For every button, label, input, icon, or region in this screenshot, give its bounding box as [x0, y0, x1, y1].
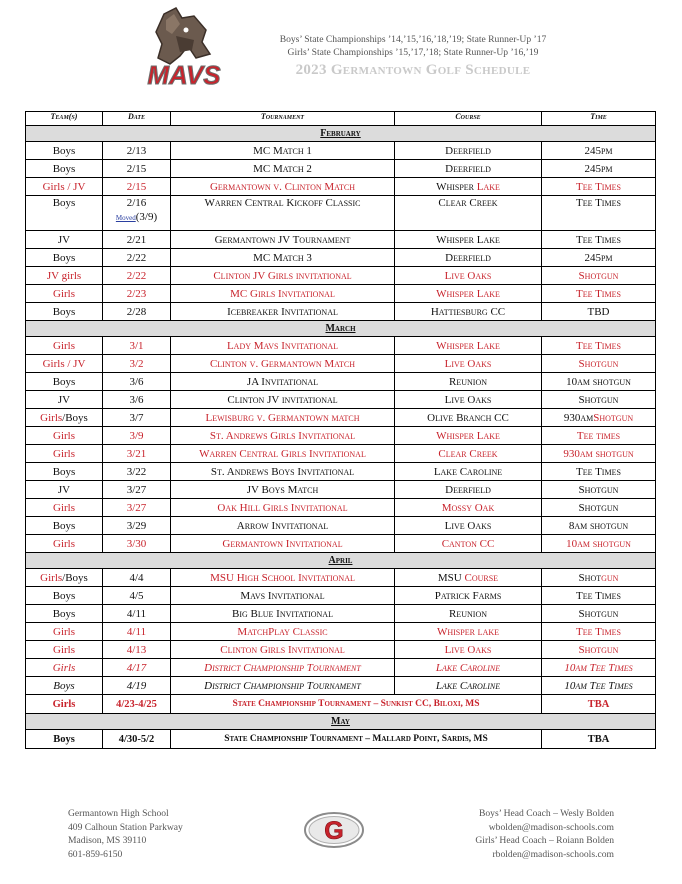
col-header-team: Team(s) [26, 112, 103, 126]
time-cell: Shotgun [542, 481, 656, 499]
time-cell [542, 569, 656, 587]
date-cell: 4/23-4/25 [103, 695, 171, 714]
date-cell: 2/22 [103, 249, 171, 267]
month-row-may [26, 714, 656, 730]
time-cell: 930am shotgun [542, 445, 656, 463]
team-cell: Girls [26, 623, 103, 641]
date-cell [103, 196, 171, 231]
course-cell: Live Oaks [395, 641, 542, 659]
table-row [26, 605, 656, 623]
tournament-cell: JV Boys Match [171, 481, 395, 499]
time-cell: 245pm [542, 160, 656, 178]
team-part: /Boys [62, 411, 88, 424]
date-cell: 3/27 [103, 499, 171, 517]
course-part: Course [464, 571, 499, 584]
team-cell: Girls [26, 427, 103, 445]
team-cell: Boys [26, 303, 103, 321]
date-cell: 2/28 [103, 303, 171, 321]
time-cell: TBA [542, 695, 656, 714]
course-cell: Deerfield [395, 160, 542, 178]
mavs-logo [136, 6, 232, 90]
month-label: February [26, 126, 656, 142]
col-header-date: Date [103, 112, 171, 126]
team-cell: JV [26, 391, 103, 409]
girls-championships: Girls’ State Championships ’15,’17,’18; State Runner-Up ’16,’19 [287, 47, 539, 58]
tournament-cell: MSU High School Invitational [171, 569, 395, 587]
time-cell: 10am shotgun [542, 373, 656, 391]
team-cell: Boys [26, 142, 103, 160]
time-cell: Tee Times [542, 196, 656, 231]
school-name: Germantown High School [68, 808, 169, 819]
tournament-cell: District Championship Tournament [171, 659, 395, 677]
tournament-cell: MC Girls Invitational [171, 285, 395, 303]
date-cell: 3/29 [103, 517, 171, 535]
month-label: May [26, 714, 656, 730]
city-state-zip: Madison, MS 39110 [68, 835, 147, 846]
date-cell: 2/15 [103, 178, 171, 196]
team-cell: Boys [26, 373, 103, 391]
tournament-cell: Icebreaker Invitational [171, 303, 395, 321]
time-cell: 245pm [542, 249, 656, 267]
date-cell: 3/22 [103, 463, 171, 481]
girls-coach-email[interactable]: rbolden@madison-schools.com [492, 848, 614, 860]
tournament-cell: MatchPlay Classic [171, 623, 395, 641]
date-cell: 3/21 [103, 445, 171, 463]
table-row [26, 427, 656, 445]
boys-coach: Boys’ Head Coach – Wesly Bolden [478, 808, 614, 819]
course-cell: Live Oaks [395, 355, 542, 373]
month-row-march [26, 321, 656, 337]
table-row [26, 623, 656, 641]
time-part: Shot [578, 571, 602, 584]
team-cell: Girls / JV [26, 355, 103, 373]
time-cell [542, 409, 656, 427]
team-cell [26, 569, 103, 587]
date-cell: 4/19 [103, 677, 171, 695]
table-row [26, 178, 656, 196]
tournament-cell: District Championship Tournament [171, 677, 395, 695]
course-part: Lake [474, 180, 500, 193]
course-cell: Live Oaks [395, 391, 542, 409]
team-cell: Girls [26, 285, 103, 303]
date-cell: 4/11 [103, 623, 171, 641]
date-cell: 3/2 [103, 355, 171, 373]
tournament-cell: Big Blue Invitational [171, 605, 395, 623]
course-cell: Live Oaks [395, 517, 542, 535]
course-cell: Deerfield [395, 481, 542, 499]
course-cell: Whisper Lake [395, 337, 542, 355]
time-cell: Shotgun [542, 391, 656, 409]
header-row [26, 112, 656, 126]
time-cell: Shotgun [542, 267, 656, 285]
date-value: 2/16 [126, 197, 147, 209]
tournament-cell: Lewisburg v. Germantown match [171, 409, 395, 427]
date-cell: 2/21 [103, 231, 171, 249]
team-cell: Girls / JV [26, 178, 103, 196]
col-header-tournament: Tournament [171, 112, 395, 126]
team-cell: JV girls [26, 267, 103, 285]
month-label: April [26, 553, 656, 569]
date-cell: 3/7 [103, 409, 171, 427]
moved-date: (3/9) [135, 211, 158, 223]
table-row [26, 587, 656, 605]
time-cell: Shotgun [542, 499, 656, 517]
date-cell: 4/5 [103, 587, 171, 605]
g-logo-letter: G [324, 817, 344, 845]
time-cell: Tee Times [542, 463, 656, 481]
date-cell: 4/4 [103, 569, 171, 587]
course-cell: Live Oaks [395, 267, 542, 285]
time-cell: Tee Times [542, 231, 656, 249]
month-label: March [26, 321, 656, 337]
course-cell: Whisper lake [395, 623, 542, 641]
team-cell: Boys [26, 160, 103, 178]
tournament-cell: Germantown v. Clinton Match [171, 178, 395, 196]
tournament-cell: MC Match 1 [171, 142, 395, 160]
g-logo [303, 811, 365, 849]
table-row [26, 391, 656, 409]
team-cell: JV [26, 481, 103, 499]
course-cell: Deerfield [395, 142, 542, 160]
course-cell: Whisper Lake [395, 285, 542, 303]
team-cell: Boys [26, 677, 103, 695]
course-cell: Whisper Lake [395, 427, 542, 445]
team-cell: Girls [26, 659, 103, 677]
course-cell [395, 569, 542, 587]
table-row [26, 677, 656, 695]
team-cell: Boys [26, 730, 103, 749]
date-cell: 4/17 [103, 659, 171, 677]
course-part: MSU [437, 571, 465, 584]
team-cell [26, 409, 103, 427]
table-row [26, 142, 656, 160]
coach-contacts [475, 807, 614, 861]
team-cell: Girls [26, 641, 103, 659]
date-cell: 3/27 [103, 481, 171, 499]
date-cell: 3/9 [103, 427, 171, 445]
course-cell: Mossy Oak [395, 499, 542, 517]
table-row [26, 445, 656, 463]
boys-coach-email[interactable]: wbolden@madison-schools.com [488, 821, 614, 833]
date-cell: 3/1 [103, 337, 171, 355]
date-cell: 2/23 [103, 285, 171, 303]
course-cell: Clear Creek [395, 196, 542, 231]
table-row [26, 196, 656, 231]
team-cell: Boys [26, 463, 103, 481]
month-row-february [26, 126, 656, 142]
moved-note: Moved [115, 214, 136, 222]
tournament-cell: JA Invitational [171, 373, 395, 391]
date-cell: 3/30 [103, 535, 171, 553]
street-address: 409 Calhoun Station Parkway [68, 821, 183, 833]
table-row [26, 303, 656, 321]
team-cell: Boys [26, 517, 103, 535]
phone-number: 601-859-6150 [68, 848, 123, 860]
course-part: Whisper [436, 180, 475, 193]
time-cell: TBA [542, 730, 656, 749]
page-title: 2023 Germantown Golf Schedule [295, 62, 531, 78]
course-cell [395, 178, 542, 196]
table-row [26, 231, 656, 249]
tournament-cell: Germantown JV Tournament [171, 231, 395, 249]
team-part: Girls [40, 411, 63, 424]
tournament-cell: State Championship Tournament – Sunkist CC, Biloxi, MS [171, 695, 542, 714]
team-cell: Boys [26, 196, 103, 231]
table-row [26, 517, 656, 535]
course-cell: Deerfield [395, 249, 542, 267]
tournament-cell: St. Andrews Girls Invitational [171, 427, 395, 445]
time-cell: Tee Times [542, 285, 656, 303]
time-cell: 10am Tee Times [542, 677, 656, 695]
team-cell: Boys [26, 605, 103, 623]
tournament-cell: Warren Central Girls Invitational [171, 445, 395, 463]
time-cell: Shotgun [542, 355, 656, 373]
tournament-cell: Mavs Invitational [171, 587, 395, 605]
time-cell: Shotgun [542, 605, 656, 623]
table-row [26, 569, 656, 587]
time-cell: 10am Tee Times [542, 659, 656, 677]
table-row [26, 481, 656, 499]
school-address [68, 807, 183, 861]
date-cell: 3/6 [103, 391, 171, 409]
time-part: Shotgun [593, 411, 634, 424]
date-cell: 2/22 [103, 267, 171, 285]
tournament-cell: Clinton JV invitational [171, 391, 395, 409]
team-cell: Girls [26, 445, 103, 463]
time-part: gun [601, 571, 619, 584]
team-cell: JV [26, 231, 103, 249]
date-cell: 2/15 [103, 160, 171, 178]
tournament-cell: MC Match 3 [171, 249, 395, 267]
tournament-cell: Oak Hill Girls Invitational [171, 499, 395, 517]
table-row [26, 463, 656, 481]
tournament-cell: Warren Central Kickoff Classic [171, 196, 395, 231]
course-cell: Lake Caroline [395, 659, 542, 677]
course-cell: Canton CC [395, 535, 542, 553]
date-cell: 3/6 [103, 373, 171, 391]
time-cell: TBD [542, 303, 656, 321]
tournament-cell: Clinton Girls Invitational [171, 641, 395, 659]
team-part: Girls [40, 571, 63, 584]
table-row [26, 160, 656, 178]
table-row [26, 641, 656, 659]
tournament-cell: Clinton JV Girls invitational [171, 267, 395, 285]
course-cell: Lake Caroline [395, 677, 542, 695]
tournament-cell: Germantown Invitational [171, 535, 395, 553]
table-row [26, 499, 656, 517]
time-cell: Tee Times [542, 587, 656, 605]
table-row [26, 249, 656, 267]
date-cell: 4/30-5/2 [103, 730, 171, 749]
course-cell: Lake Caroline [395, 463, 542, 481]
table-row [26, 730, 656, 749]
tournament-cell: State Championship Tournament – Mallard Point, Sardis, MS [171, 730, 542, 749]
time-cell: 10am shotgun [542, 535, 656, 553]
team-cell: Girls [26, 535, 103, 553]
table-row [26, 409, 656, 427]
table-row [26, 695, 656, 714]
col-header-time: Time [542, 112, 656, 126]
team-cell: Boys [26, 587, 103, 605]
col-header-course: Course [395, 112, 542, 126]
date-cell: 4/11 [103, 605, 171, 623]
date-cell: 4/13 [103, 641, 171, 659]
team-cell: Girls [26, 499, 103, 517]
tournament-cell: Clinton v. Germantown Match [171, 355, 395, 373]
time-cell: Tee Times [542, 178, 656, 196]
time-cell: Shotgun [542, 641, 656, 659]
team-cell: Girls [26, 337, 103, 355]
table-row [26, 285, 656, 303]
table-row [26, 355, 656, 373]
time-cell: 8am shotgun [542, 517, 656, 535]
table-row [26, 659, 656, 677]
tournament-cell: Arrow Invitational [171, 517, 395, 535]
course-cell: Reunion [395, 373, 542, 391]
table-row [26, 373, 656, 391]
tournament-cell: Lady Mavs Invitational [171, 337, 395, 355]
course-cell: Hattiesburg CC [395, 303, 542, 321]
tournament-cell: St. Andrews Boys Invitational [171, 463, 395, 481]
tournament-cell: MC Match 2 [171, 160, 395, 178]
time-cell: 245pm [542, 142, 656, 160]
team-cell: Boys [26, 249, 103, 267]
course-cell: Clear Creek [395, 445, 542, 463]
time-part: 930am [563, 411, 594, 424]
course-cell: Whisper Lake [395, 231, 542, 249]
time-cell: Tee times [542, 427, 656, 445]
team-part: /Boys [62, 571, 88, 584]
table-row [26, 535, 656, 553]
table-row [26, 337, 656, 355]
logo-text: MAVS [147, 60, 221, 90]
time-cell: Tee Times [542, 623, 656, 641]
course-cell: Reunion [395, 605, 542, 623]
table-row [26, 267, 656, 285]
date-cell: 2/13 [103, 142, 171, 160]
month-row-april [26, 553, 656, 569]
course-cell: Patrick Farms [395, 587, 542, 605]
team-cell: Girls [26, 695, 103, 714]
girls-coach: Girls’ Head Coach – Roiann Bolden [475, 835, 614, 846]
boys-championships: Boys’ State Championships ’14,’15,’16,’18,’19; State Runner-Up ’17 [279, 34, 547, 45]
course-cell: Olive Branch CC [395, 409, 542, 427]
schedule-table [25, 111, 656, 749]
time-cell: Tee Times [542, 337, 656, 355]
